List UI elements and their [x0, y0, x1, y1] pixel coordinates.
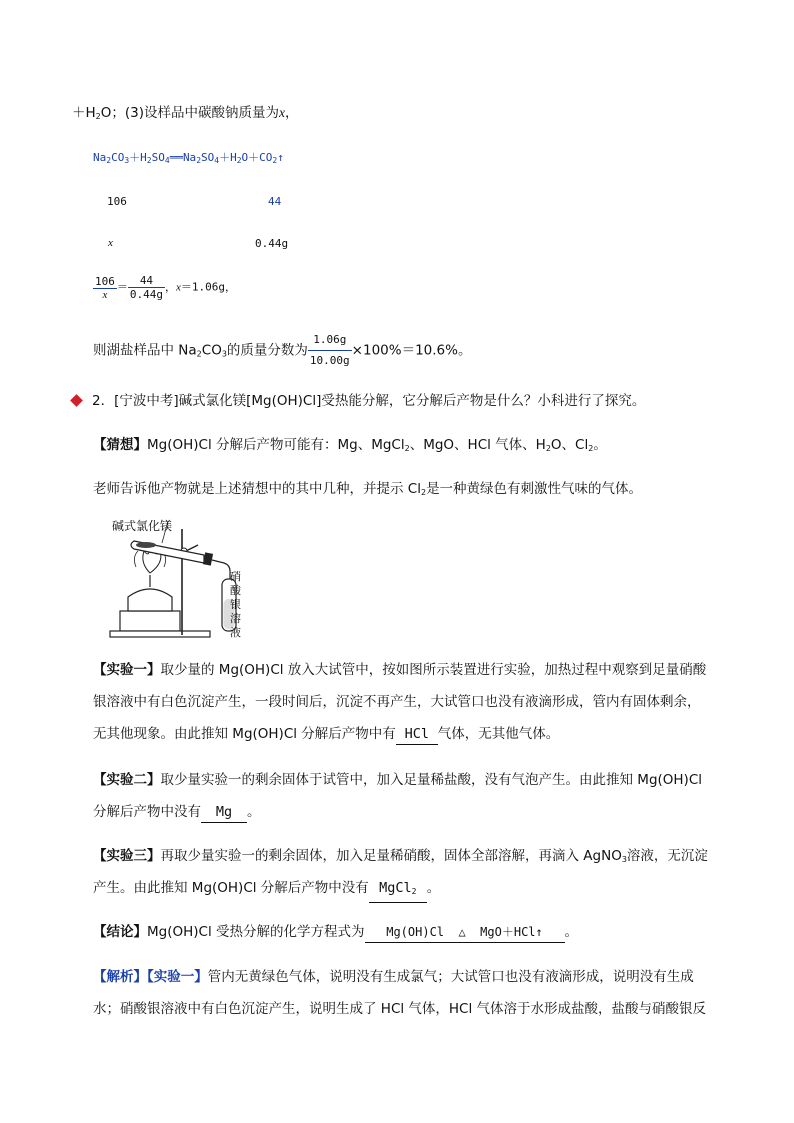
exp2-line-1: 【实验二】取少量实验一的剩余固体于试管中，加入足量稀盐酸，没有气泡产生。由此推知 Mg(OH)Cl	[93, 772, 702, 788]
exp1-line-1: 【实验一】取少量的 Mg(OH)Cl 放入大试管中，按如图所示装置进行实验，加热过程中观察到足量硝酸	[93, 662, 707, 678]
proportion-line: $\frac{106}{x}$ ＝ $\frac{44}{0.44g}$ ，x＝1.06g，	[95, 274, 237, 301]
exp1-line-2: 银溶液中有白色沉淀产生，一段时间后，沉淀不再产生，大试管口也没有液滴形成，管内有固体剩余，	[93, 694, 701, 710]
ratio-right-bottom: 0.44g	[255, 237, 289, 250]
ratio-left-top: 106	[107, 195, 127, 208]
question-marker-icon	[70, 394, 83, 407]
exp3-line-1: 【实验三】再取少量实验一的剩余固体，加入足量稀硝酸，固体全部溶解，再滴入 AgNO$_3$溶液，无沉淀	[93, 848, 708, 864]
guess-line: 【猜想】Mg(OH)Cl 分解后产物可能有：Mg、MgCl$_2$、MgO、HCl 气体、$H_2O$、$Cl_2$。	[93, 437, 607, 453]
conclusion-answer: Mg(OH)Cl △ MgO＋HCl↑	[365, 922, 565, 943]
mass-fraction-line: 则湖盐样品中 $Na_2CO_3$的质量分数为 $\frac{1.06g}{10.00g}$ ×100%＝10.6%。	[93, 330, 471, 371]
figure-label-side: 硝 酸 银 溶 液	[230, 570, 241, 639]
ratio-right-top: 44	[268, 195, 282, 208]
fraction-106-over-x: $\frac{106}{x}$	[95, 274, 115, 301]
hint-line: 老师告诉他产物就是上述猜想中的其中几种，并提示 $Cl_2$是一种黄绿色有刺激性气味的气体。	[93, 481, 643, 497]
fraction-44-over-mass: $\frac{44}{0.44g}$	[129, 274, 163, 301]
ratio-left-bottom: x	[108, 237, 113, 249]
chemical-equation: $Na_2CO_3+H_2SO_4══Na_2SO_4+H_2O+CO_2↑$	[93, 151, 284, 165]
exp3-answer: MgCl$_2$	[369, 878, 427, 903]
exp1-answer: HCl	[396, 724, 438, 745]
fraction-mass: $\frac{1.06g}{10.00g}$	[308, 330, 352, 371]
exp1-line-3: 无其他现象。由此推知 Mg(OH)Cl 分解后产物中有 HCl 气体，无其他气体。	[93, 724, 559, 745]
figure-label-top: 碱式氯化镁	[112, 519, 173, 533]
analysis-line-1: 【解析】【实验一】管内无黄绿色气体，说明没有生成氯气；大试管口也没有液滴形成，说明没有生成	[93, 969, 694, 985]
analysis-line-2: 水；硝酸银溶液中有白色沉淀产生，说明生成了 HCl 气体，HCl 气体溶于水形成盐酸，盐酸与硝酸银反	[93, 1001, 707, 1017]
exp3-line-2: 产生。由此推知 Mg(OH)Cl 分解后产物中没有 MgCl$_2$ 。	[93, 878, 440, 903]
solution-line-1: $+H_2O$；(3)设样品中碳酸钠质量为x，	[72, 105, 299, 121]
apparatus-figure	[106, 515, 256, 645]
exp2-line-2: 分解后产物中没有 Mg 。	[93, 802, 261, 823]
conclusion-line: 【结论】Mg(OH)Cl 受热分解的化学方程式为 Mg(OH)Cl △ MgO＋HCl↑ 。	[93, 922, 578, 943]
exp2-answer: Mg	[201, 802, 247, 823]
question-2-title: 2．[宁波中考]碱式氯化镁[Mg(OH)Cl]受热能分解，它分解后产物是什么？小科进行了探究。	[92, 393, 646, 409]
